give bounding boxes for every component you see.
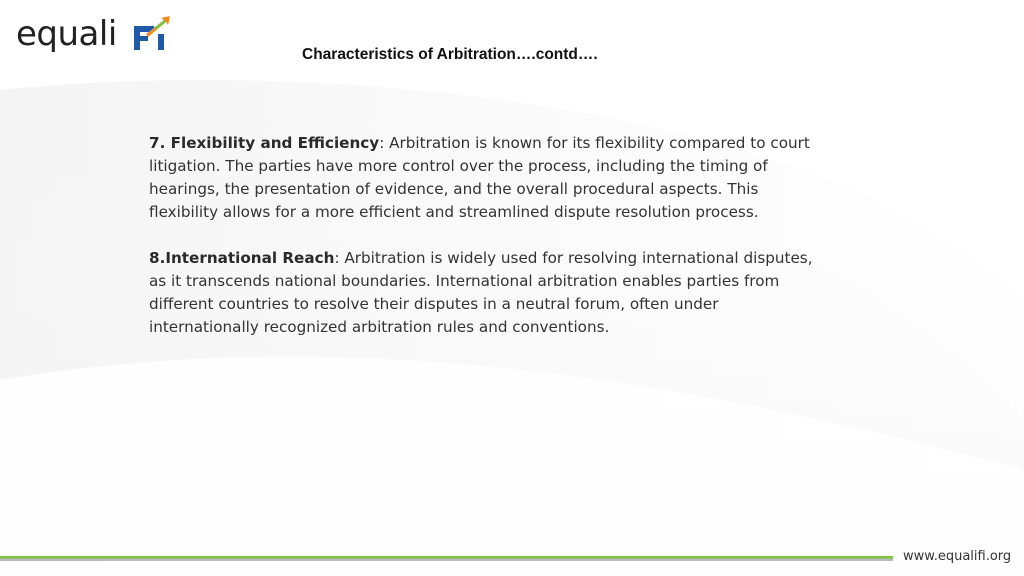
logo-arrow-icon [128, 14, 176, 54]
footer-divider [0, 556, 893, 561]
point-heading: 8.International Reach [149, 249, 335, 267]
point-international-reach [149, 247, 829, 339]
slide-content [149, 132, 829, 362]
point-flexibility [149, 132, 829, 224]
point-body: Arbitration is widely used for resolving international disputes, as it transcends national boundaries. International arbitration enables parties from different countries to resolve their disputes in a neutral forum, often under internationally recognized arbitration rules and conventions. [149, 249, 813, 336]
website-link[interactable]: www.equalifi.org [903, 549, 1012, 564]
equalifi-logo[interactable] [16, 12, 166, 56]
point-separator: : [379, 134, 385, 152]
point-body: Arbitration is known for its flexibility compared to court litigation. The parties have more control over the process, including the timing of hearings, the presentation of evidence, and the overall procedural aspects. This flexibility allows for a more efficient and streamlined dispute resolution process. [149, 134, 810, 221]
point-heading: 7. Flexibility and Efficiency [149, 134, 380, 152]
point-separator: : [334, 249, 340, 267]
logo-wordmark: equali [16, 14, 117, 54]
slide-title: Characteristics of Arbitration….contd…. [302, 46, 598, 63]
